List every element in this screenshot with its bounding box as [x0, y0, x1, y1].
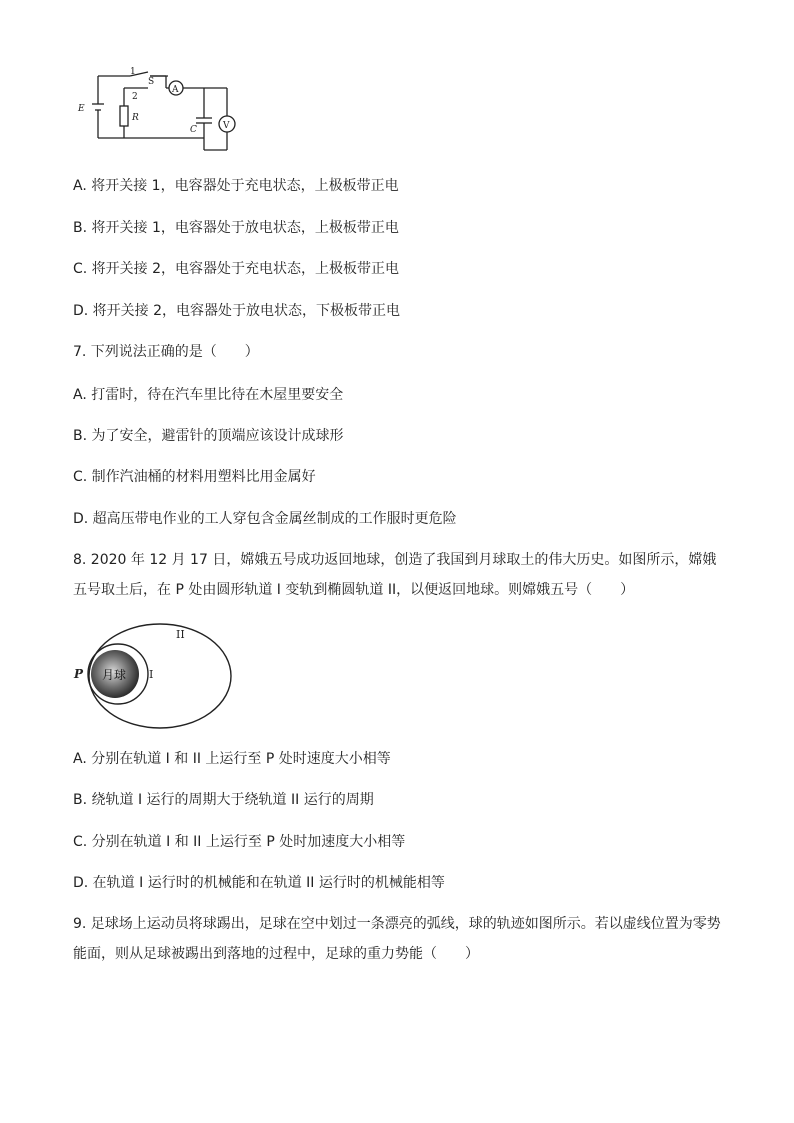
moon-label: 月球 [102, 668, 127, 682]
q7-option-c: C. 制作汽油桶的材料用塑料比用金属好 [73, 469, 316, 485]
capacitor-label: C [190, 125, 197, 135]
battery-label: E [78, 104, 85, 114]
q7-option-b: B. 为了安全，避雷针的顶端应该设计成球形 [73, 428, 344, 444]
orbit-label-P: P [74, 667, 84, 681]
orbit-diagram [72, 618, 237, 736]
orbit-label-I: I [149, 668, 154, 681]
q7-stem: 7. 下列说法正确的是（ ） [73, 344, 259, 360]
q8-option-b: B. 绕轨道 I 运行的周期大于绕轨道 II 运行的周期 [73, 792, 374, 808]
voltmeter-label: V [223, 121, 230, 131]
q6-option-b: B. 将开关接 1，电容器处于放电状态，上极板带正电 [73, 220, 399, 236]
q8-option-a: A. 分别在轨道 I 和 II 上运行至 P 处时速度大小相等 [73, 751, 391, 767]
q8-option-c: C. 分别在轨道 I 和 II 上运行至 P 处时加速度大小相等 [73, 834, 406, 850]
q7-option-a: A. 打雷时，待在汽车里比待在木屋里要安全 [73, 387, 344, 403]
resistor-label: R [132, 113, 139, 123]
q8-stem: 8. 2020 年 12 月 17 日，嫦娥五号成功返回地球，创造了我国到月球取土的伟大历史。如图所示，嫦娥五号取土后，在 P 处由圆形轨道 I 变轨到椭圆轨道 II，以便返回地球。则嫦娥五号（ ） [73, 552, 717, 598]
circuit-label-1: 1 [130, 67, 136, 77]
circuit-label-2: 2 [132, 92, 138, 102]
orbit-label-II: II [176, 628, 185, 641]
q6-option-c: C. 将开关接 2，电容器处于充电状态，上极板带正电 [73, 261, 400, 277]
ammeter-label: A [172, 85, 179, 95]
q9-stem: 9. 足球场上运动员将球踢出，足球在空中划过一条漂亮的弧线，球的轨迹如图所示。若以虚线位置为零势能面，则从足球被踢出到落地的过程中，足球的重力势能（ ） [73, 916, 721, 962]
q6-option-a: A. 将开关接 1，电容器处于充电状态，上极板带正电 [73, 178, 399, 194]
circuit-label-S: S [148, 77, 155, 87]
q6-option-d: D. 将开关接 2，电容器处于放电状态，下极板带正电 [73, 303, 401, 319]
q8-option-d: D. 在轨道 I 运行时的机械能和在轨道 II 运行时的机械能相等 [73, 875, 445, 891]
q7-option-d: D. 超高压带电作业的工人穿包含金属丝制成的工作服时更危险 [73, 511, 457, 527]
circuit-diagram [72, 66, 247, 158]
